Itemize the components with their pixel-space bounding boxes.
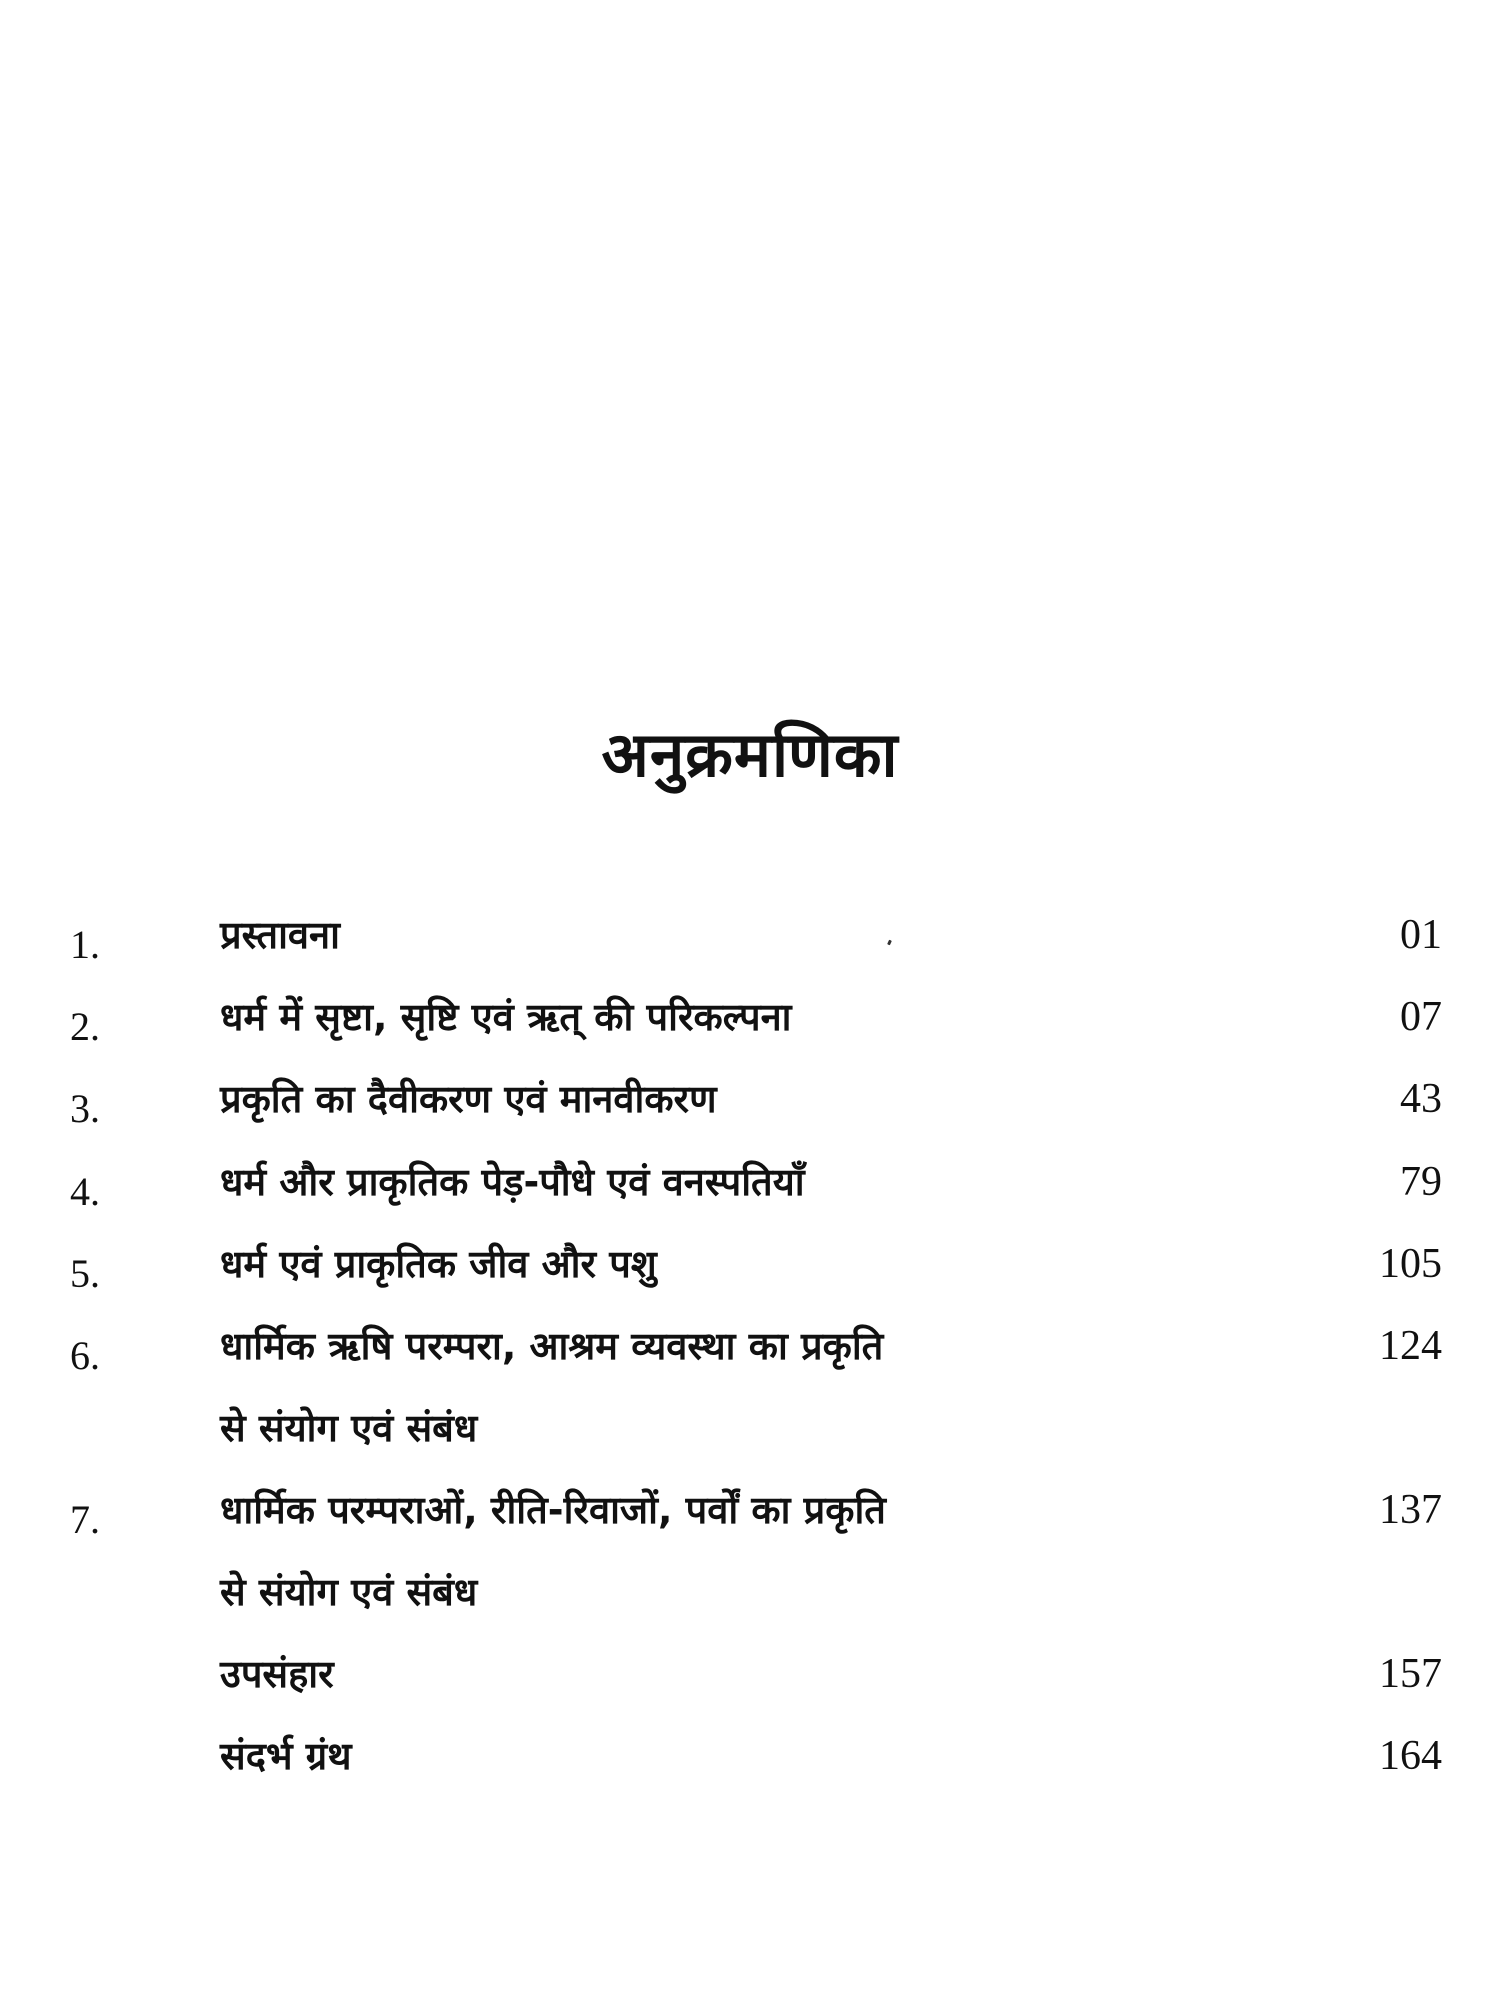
toc-entry-title-line: उपसंहार xyxy=(220,1652,334,1696)
toc-entry-title xyxy=(220,1480,1220,1622)
toc-entry xyxy=(0,1480,1500,1614)
toc-entry-page: 01 xyxy=(1400,912,1442,958)
toc-entry-title xyxy=(220,1726,1220,1786)
toc-entry-number: 5. xyxy=(70,1251,100,1296)
toc-entry-title xyxy=(220,905,1220,965)
toc-entry-title-line: संदर्भ ग्रंथ xyxy=(220,1734,352,1778)
toc-entry xyxy=(0,905,1500,965)
toc-entry-title-line: प्रकृति का दैवीकरण एवं मानवीकरण xyxy=(220,1077,717,1121)
toc-entry-title xyxy=(220,987,1220,1047)
toc-entry-page: 07 xyxy=(1400,994,1442,1040)
toc-entry-title xyxy=(220,1316,1220,1458)
toc-entry-title-line: धर्म एवं प्राकृतिक जीव और पशु xyxy=(220,1242,657,1286)
toc-entry-page: 124 xyxy=(1379,1323,1442,1369)
toc-entry xyxy=(0,1316,1500,1450)
toc-entry-number: 1. xyxy=(70,922,100,967)
toc-entry-title xyxy=(220,1644,1220,1704)
toc-entry-page: 157 xyxy=(1379,1651,1442,1697)
toc-entry xyxy=(0,1152,1500,1212)
toc-entry-title-line: धार्मिक परम्पराओं, रीति-रिवाजों, पर्वों का प्रकृति xyxy=(220,1488,886,1532)
toc-entry xyxy=(0,1644,1500,1704)
toc-entry-title-line: धर्म में सृष्टा, सृष्टि एवं ऋत् की परिकल्पना xyxy=(220,995,792,1039)
toc-entry-title-line-2: से संयोग एवं संबंध xyxy=(220,1406,478,1450)
page-title: अनुक्रमणिका xyxy=(601,718,899,791)
toc-entry-number: 7. xyxy=(70,1497,100,1542)
toc-entry-number: 6. xyxy=(70,1333,100,1378)
toc-entry-page: 105 xyxy=(1379,1241,1442,1287)
toc-entry-title xyxy=(220,1069,1220,1129)
toc-entry xyxy=(0,1726,1500,1786)
toc-entry-title-line: प्रस्तावना xyxy=(220,913,340,957)
toc-entry-number: 2. xyxy=(70,1004,100,1049)
toc-entry-title xyxy=(220,1152,1220,1212)
toc-entry xyxy=(0,1234,1500,1294)
toc-entry xyxy=(0,987,1500,1047)
toc-entry-title-line: धार्मिक ऋषि परम्परा, आश्रम व्यवस्था का प्रकृति xyxy=(220,1324,884,1368)
toc-entry-page: 137 xyxy=(1379,1487,1442,1533)
toc-entry-page: 79 xyxy=(1400,1159,1442,1205)
toc-entry-number: 3. xyxy=(70,1086,100,1131)
toc-entry xyxy=(0,1069,1500,1129)
toc-entry-title-line: धर्म और प्राकृतिक पेड़-पौधे एवं वनस्पतियाँ xyxy=(220,1160,805,1204)
toc-entry-page: 164 xyxy=(1379,1733,1442,1779)
toc-entry-title-line-2: से संयोग एवं संबंध xyxy=(220,1570,478,1614)
toc-entry-title xyxy=(220,1234,1220,1294)
toc-entry-number: 4. xyxy=(70,1169,100,1214)
toc-entry-page: 43 xyxy=(1400,1076,1442,1122)
